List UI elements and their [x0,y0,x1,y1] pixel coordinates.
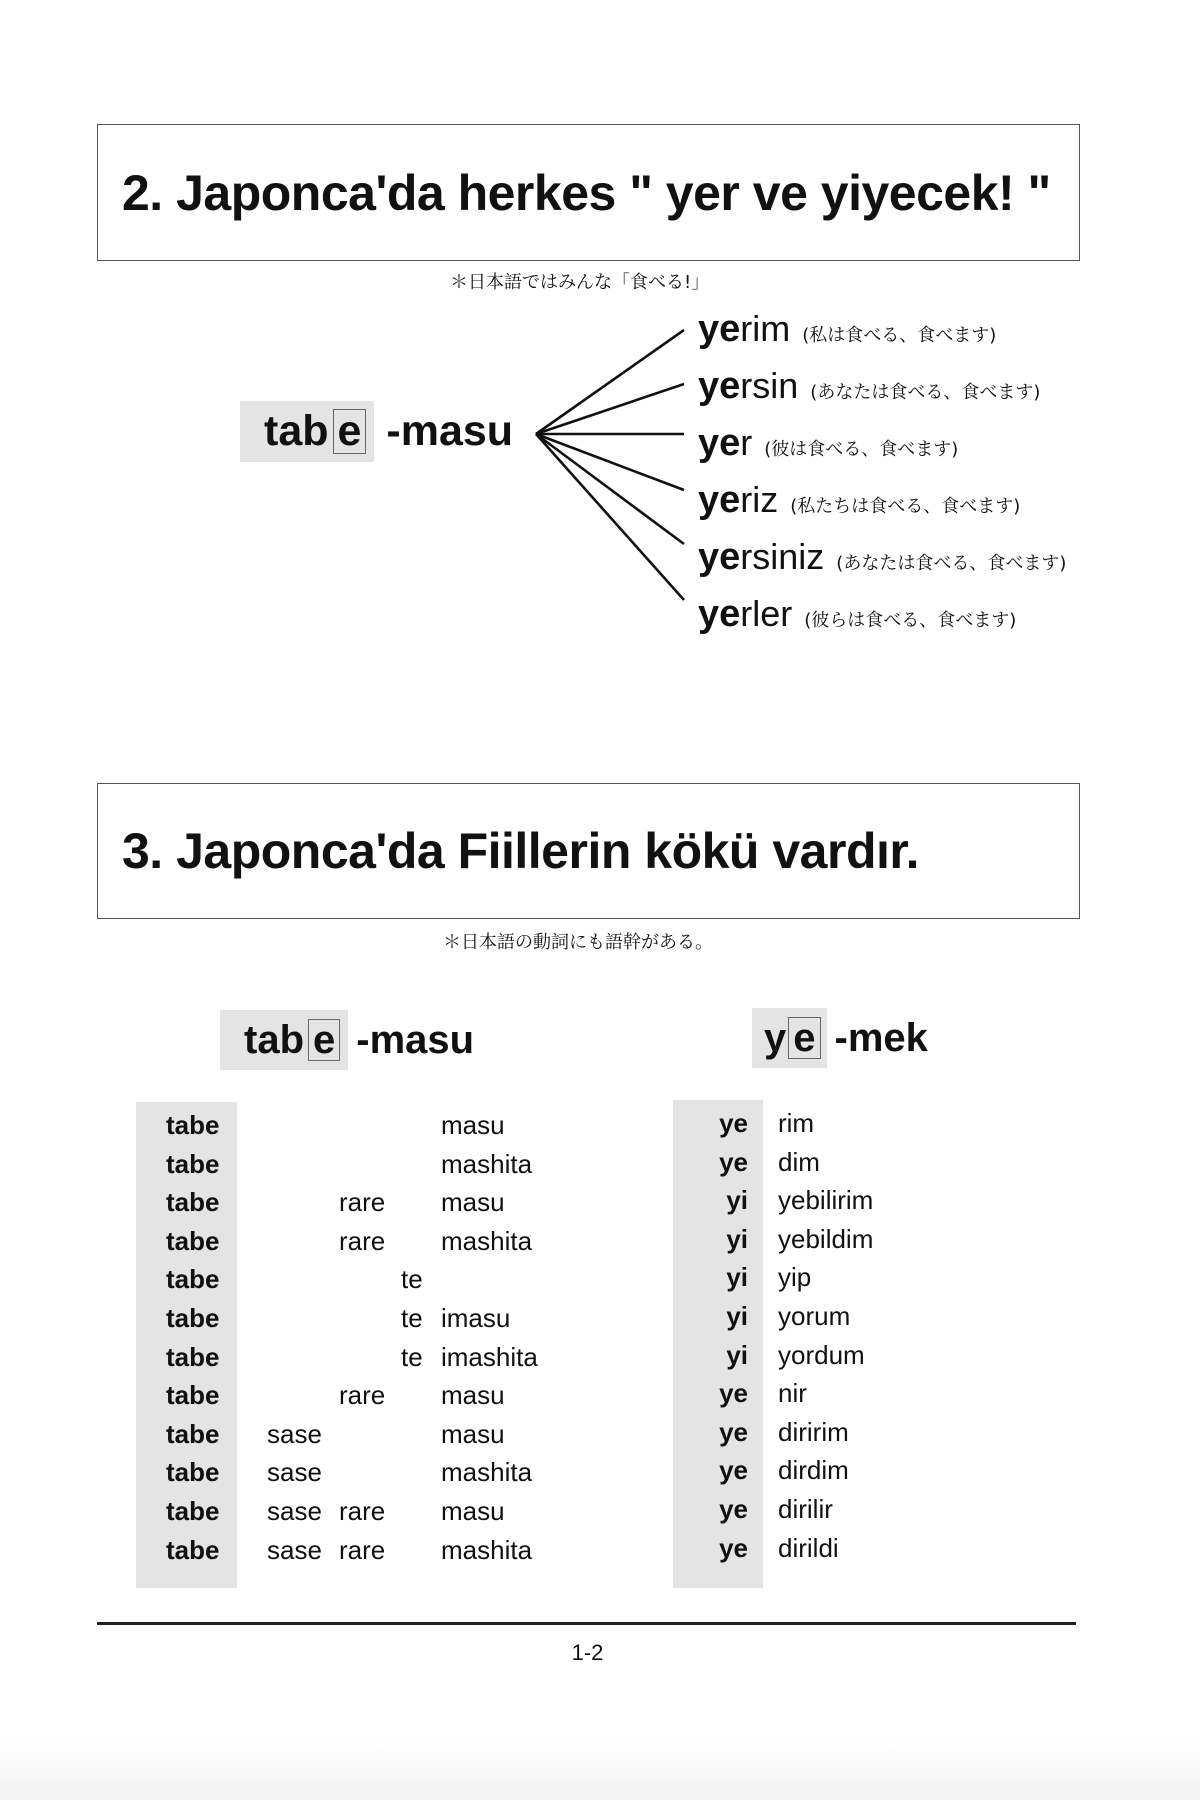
right-header-root: y [764,1015,787,1060]
viewer-bottom-shade [0,1740,1200,1800]
stem-cell: ye [719,1494,748,1524]
ending-cell: dirildi [778,1532,839,1563]
stem-cell: tabe [166,1110,220,1140]
conjugation-form [698,308,996,351]
ending-cell: mashita [441,1225,533,1256]
ending-cell: masu [441,1380,505,1411]
left-header [220,1010,474,1070]
causative-cell: sase [267,1534,322,1565]
stem-cell: ye [719,1455,748,1486]
passive-cell: rare [339,1380,386,1411]
ending-cell: mashita [441,1148,533,1179]
form-stem: ye [698,308,741,350]
right-header-suffix: -mek [834,1015,928,1060]
branch-line-1 [536,330,684,434]
form-gloss: (あなたは食べる、食べます) [836,553,1067,574]
section3-title: 3. Japonca'da Fiillerin kökü vardır. [122,823,919,879]
stem-suffix: -masu [386,407,514,455]
form-ending: rler [740,593,793,634]
branch-line-5 [536,434,684,544]
stem-cell: tabe [166,1148,220,1179]
conjugation-form [698,422,958,465]
stem-cell: tabe [166,1496,220,1526]
left-header-root: tab [244,1017,304,1062]
ending-cell: mashita [441,1457,533,1488]
ending-cell: imasu [441,1303,511,1333]
right-header-vowel: e [788,1017,820,1059]
left-header-suffix: -masu [356,1017,475,1062]
form-ending: rsin [740,365,799,406]
te-cell: te [401,1303,423,1333]
stem-cell: tabe [166,1264,220,1295]
ending-cell: masu [441,1496,505,1526]
stem-cell: tabe [166,1380,220,1411]
right-header-chip [752,1008,827,1068]
ending-cell: yebildim [778,1223,874,1254]
form-gloss: (私たちは食べる、食べます) [790,496,1021,517]
ending-cell: imashita [441,1341,538,1372]
left-header-chip [220,1010,348,1070]
stem-root: tab [264,407,329,455]
section2-note: ＊日本語ではみんな「食べる!」 [450,272,710,293]
stem-cell: tabe [166,1418,220,1449]
ending-cell: dim [778,1146,820,1177]
form-stem: ye [698,479,741,521]
right-header [752,1008,928,1068]
te-cell: te [401,1341,423,1372]
section3-note: ＊日本語の動詞にも語幹がある。 [443,932,713,953]
ending-cell: yip [778,1262,812,1293]
stem-cell: ye [719,1416,748,1447]
stem-cell: tabe [166,1225,220,1256]
section3-title-box [97,783,1080,919]
stem-cell: yi [726,1223,748,1254]
stem-cell: yi [726,1339,748,1370]
conjugation-form [698,593,1016,636]
form-gloss: (彼は食べる、食べます) [764,439,959,460]
form-ending: r [740,422,753,463]
branch-lines [0,0,1200,700]
form-stem: ye [698,536,741,578]
stem-cell: tabe [166,1303,220,1333]
branch-line-4 [536,434,684,490]
stem-cell: ye [719,1378,748,1409]
form-gloss: (あなたは食べる、食べます) [810,382,1041,403]
section2-title: 2. Japonca'da herkes " yer ve yiyecek! " [122,164,1051,221]
ending-cell: masu [441,1418,505,1449]
stem-cell: yi [726,1185,748,1216]
causative-cell: sase [267,1457,322,1488]
stem-cell: tabe [166,1187,220,1218]
stem-vowel: e [333,409,367,454]
passive-cell: rare [339,1496,386,1526]
form-ending: rim [740,308,791,349]
left-header-vowel: e [308,1019,340,1061]
branch-line-2 [536,384,684,434]
conjugation-form [698,365,1040,408]
form-gloss: (彼らは食べる、食べます) [804,610,1017,631]
form-stem: ye [698,422,741,464]
stem-cell: tabe [166,1341,220,1372]
stem-cell: tabe [166,1457,220,1488]
ending-cell: diririm [778,1416,849,1447]
ending-cell: nir [778,1378,807,1409]
ending-cell: dirilir [778,1494,833,1524]
ending-cell: yordum [778,1339,865,1370]
ending-cell: yorum [778,1301,851,1331]
form-ending: riz [740,479,779,520]
stem-cell: tabe [166,1534,220,1565]
conjugation-form [698,536,1066,579]
passive-cell: rare [339,1225,386,1256]
conjugation-form [698,479,1020,522]
form-stem: ye [698,593,741,635]
ending-cell: yebilirim [778,1185,874,1216]
passive-cell: rare [339,1187,386,1218]
stem-cell: ye [719,1532,748,1563]
form-gloss: (私は食べる、食べます) [802,325,997,346]
stem-cell: ye [719,1146,748,1177]
page-number: 1-2 [571,1640,604,1665]
branch-line-6 [536,434,684,600]
ending-cell: masu [441,1187,505,1218]
causative-cell: sase [267,1418,322,1449]
form-stem: ye [698,365,741,407]
ending-cell: rim [778,1108,815,1138]
ending-cell: masu [441,1110,505,1140]
form-ending: rsiniz [740,536,825,577]
ending-cell: dirdim [778,1455,849,1486]
stem-cell: ye [719,1108,748,1138]
ending-cell: mashita [441,1534,533,1565]
footer-rule [97,1622,1076,1625]
stem-cell: yi [726,1301,748,1331]
stem-cell: yi [726,1262,748,1293]
causative-cell: sase [267,1496,322,1526]
passive-cell: rare [339,1534,386,1565]
te-cell: te [401,1264,423,1295]
